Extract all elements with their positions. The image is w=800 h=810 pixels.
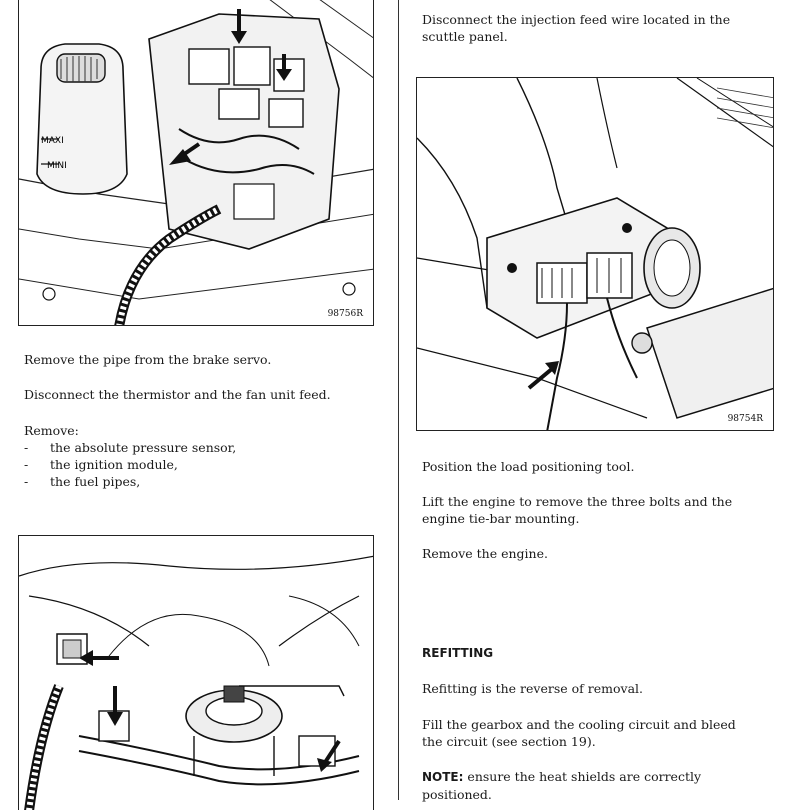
figure-engine-fuel-pipes — [18, 535, 374, 810]
reservoir-cap — [644, 228, 700, 308]
list-item: - the absolute pressure sensor, — [24, 440, 237, 455]
column-divider — [398, 0, 399, 800]
instruction-remove-engine: Remove the engine. — [422, 546, 548, 561]
remove-list — [24, 439, 236, 490]
relay-box — [149, 14, 339, 249]
figure-reference: 98756R — [327, 309, 363, 319]
instruction-injection-feed: Disconnect the injection feed wire located in the scuttle panel. — [422, 12, 731, 44]
gauge-min-label: MINI — [47, 161, 67, 171]
instruction-thermistor: Disconnect the thermistor and the fan unit feed. — [24, 387, 331, 402]
injection-unit — [186, 686, 282, 776]
instruction-load-tool: Position the load positioning tool. — [422, 459, 635, 474]
note-label: NOTE: — [422, 770, 464, 784]
note-text: ensure the heat shields are correctly positioned. — [422, 769, 702, 802]
list-item: - the ignition module, — [24, 457, 178, 472]
figure-reference: 98754R — [727, 414, 763, 424]
list-item: - the fuel pipes, — [24, 474, 141, 489]
scuttle-panel-illustration — [417, 78, 774, 431]
instruction-fill-gearbox: Fill the gearbox and the cooling circuit and bleed the circuit (see section 19). — [422, 717, 736, 749]
engine-bay-illustration — [19, 0, 374, 326]
figure-engine-bay-relays — [18, 0, 374, 326]
arrow-indicator — [529, 368, 553, 388]
refitting-heading: REFITTING — [422, 646, 494, 660]
instruction-refitting: Refitting is the reverse of removal. — [422, 681, 644, 696]
figure-scuttle-panel — [416, 77, 774, 431]
note — [422, 768, 722, 803]
remove-heading: Remove: — [24, 423, 79, 438]
expansion-tank — [37, 44, 127, 194]
engine-fuel-illustration — [19, 536, 374, 810]
instruction-brake-servo: Remove the pipe from the brake servo. — [24, 352, 272, 367]
instruction-lift-engine: Lift the engine to remove the three bolts and the engine tie-bar mounting. — [422, 494, 733, 526]
gauge-max-label: MAXI — [41, 136, 64, 146]
